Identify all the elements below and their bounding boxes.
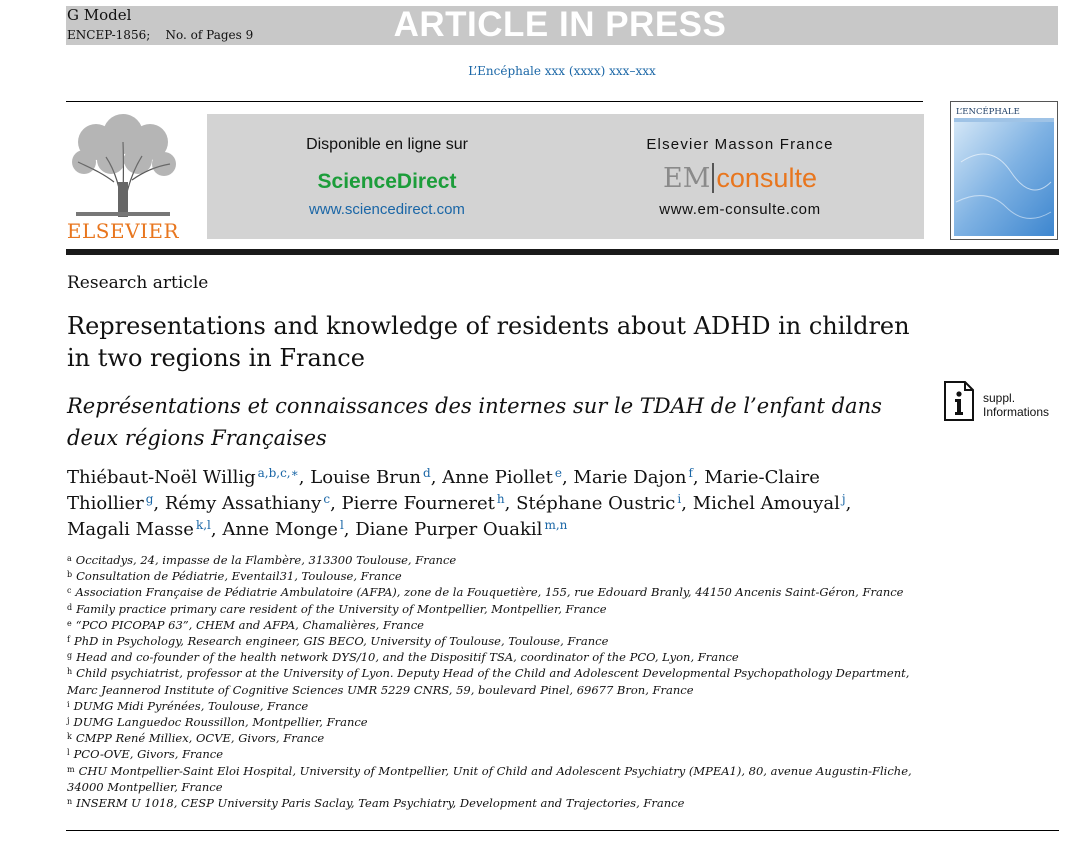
affiliation-item [67, 714, 927, 730]
affiliation-label: g [67, 651, 73, 661]
page-count: No. of Pages 9 [165, 28, 254, 42]
author[interactable] [67, 519, 211, 540]
affiliation-label: j [67, 716, 70, 726]
affiliation-item [67, 552, 927, 568]
author-separator: , [430, 467, 443, 488]
banner-title: ARTICLE IN PRESS [393, 5, 727, 44]
author-affiliation-marks[interactable]: d [423, 466, 431, 480]
affiliation-label: n [67, 797, 73, 807]
affiliation-label: a [67, 554, 72, 563]
author-separator: , [561, 467, 574, 488]
article-type: Research article [67, 273, 209, 293]
affiliation-item [67, 568, 927, 584]
affiliation-text: Head and co-founder of the health network DYS/10, and the Dispositif TSA, coordinator of the PCO, Lyon, France [76, 650, 739, 665]
em-consulte-logo[interactable] [560, 163, 920, 194]
affiliation-label: c [67, 586, 72, 596]
manuscript-info [67, 28, 253, 42]
info-document-icon[interactable] [944, 381, 974, 421]
affiliation-text: INSERM U 1018, CESP University Paris Saclay, Team Psychiatry, Development and Trajectories, France [76, 796, 685, 811]
affiliation-text: PCO-OVE, Givors, France [73, 747, 224, 762]
affiliation-text: Child psychiatrist, professor at the University of Lyon. Deputy Head of the Child and Adolescent Developmental Psychopathology Department, Marc Jeannerod Institute of Cognitive Sciences UMR 5229 CNRS, 59, boulevard Pinel, 69677 Bron, France [67, 666, 910, 697]
affiliation-text: Occitadys, 24, impasse de la Flambère, 313300 Toulouse, France [75, 553, 457, 567]
author-separator: , [153, 493, 165, 514]
author[interactable] [516, 493, 681, 514]
author[interactable] [165, 493, 330, 514]
consulte-logo-part: consulte [716, 163, 817, 193]
affiliation-item [67, 665, 927, 697]
header-thick-rule [66, 249, 1059, 255]
author-affiliation-marks[interactable]: f [688, 466, 693, 480]
author-affiliation-marks[interactable]: l [339, 518, 344, 532]
affiliation-item [67, 601, 927, 617]
author-separator: , [504, 493, 517, 514]
author-name: Magali Masse [67, 519, 194, 540]
affiliation-item [67, 746, 927, 762]
affiliation-item [67, 633, 927, 649]
top-rule [66, 101, 923, 102]
author-name: Stéphane Oustric [516, 493, 676, 514]
author-affiliation-marks[interactable]: h [496, 492, 505, 506]
affiliation-label: k [67, 732, 72, 742]
article-title-french: Représentations et connaissances des internes sur le TDAH de l’enfant dans deux régions Françaises [67, 394, 882, 450]
affiliation-label: l [67, 748, 70, 758]
author-separator: , [343, 519, 356, 540]
author-list [67, 465, 897, 543]
author[interactable] [222, 519, 343, 540]
author-separator: , [330, 493, 342, 514]
affiliation-label: m [67, 764, 75, 774]
author-affiliation-marks[interactable]: m,n [544, 518, 568, 532]
author-affiliation-marks[interactable]: i [677, 492, 682, 506]
author[interactable] [693, 493, 846, 514]
elsevier-masson-label: Elsevier Masson France [646, 136, 834, 153]
affiliation-item [67, 730, 927, 746]
affiliation-label: d [67, 602, 73, 612]
author-name: Anne Piollet [442, 467, 553, 488]
cover-journal-name: L’ENCÉPHALE [956, 107, 1020, 117]
author-separator: , [845, 493, 852, 514]
affiliation-label: b [67, 570, 73, 580]
author-affiliation-marks[interactable]: g [145, 492, 154, 506]
author-name: Marie-Claire Thiollier [67, 467, 820, 514]
elsevier-wordmark: ELSEVIER [66, 219, 180, 243]
article-title-english: Representations and knowledge of residents about ADHD in children in two regions in France [67, 312, 910, 372]
journal-cover-thumbnail[interactable] [950, 101, 1058, 240]
author-name: Marie Dajon [573, 467, 687, 488]
affiliation-item [67, 763, 927, 795]
suppl-line-1: suppl. [983, 391, 1016, 405]
affiliation-text: Family practice primary care resident of the University of Montpellier, Montpellier, France [76, 601, 607, 616]
affiliation-item [67, 649, 927, 665]
author-affiliation-marks[interactable]: c [323, 492, 331, 506]
g-model-label: G Model [67, 6, 132, 24]
author-name: Rémy Assathiany [164, 493, 322, 514]
supplementary-info-link[interactable] [983, 391, 1049, 419]
affiliation-label: e [67, 618, 72, 628]
affiliation-item [67, 617, 927, 633]
author-affiliation-marks[interactable]: j [841, 492, 846, 506]
affiliation-item [67, 584, 927, 600]
em-logo-divider [712, 163, 714, 193]
author[interactable] [310, 467, 430, 488]
author[interactable] [442, 467, 562, 488]
author-name: Anne Monge [222, 519, 338, 540]
affiliation-text: PhD in Psychology, Research engineer, GIS BECO, University of Toulouse, Toulouse, France [73, 634, 609, 649]
author-separator: , [681, 493, 693, 514]
affiliation-text: Association Française de Pédiatrie Ambulatoire (AFPA), zone de la Fouquetière, 155, rue Edouard Branly, 44150 Ancenis Saint-Géron, France [75, 585, 904, 600]
sciencedirect-link[interactable]: www.sciencedirect.com [309, 201, 465, 218]
author-affiliation-marks[interactable]: e [554, 466, 562, 480]
author-separator: , [298, 467, 311, 488]
author-separator: , [210, 519, 223, 540]
author-affiliation-marks[interactable]: a,b,c,∗ [257, 466, 299, 480]
journal-reference: L’Encéphale xxx (xxxx) xxx–xxx [468, 64, 656, 78]
author[interactable] [355, 519, 567, 540]
suppl-line-2: Informations [983, 405, 1050, 419]
author-name: Pierre Fourneret [341, 493, 495, 514]
author-name: Michel Amouyal [692, 493, 840, 514]
em-consulte-link[interactable]: www.em-consulte.com [659, 201, 821, 218]
affiliation-item [67, 698, 927, 714]
affiliation-text: CHU Montpellier-Saint Eloi Hospital, University of Montpellier, Unit of Child and Adolescent Psychiatry (MPEA1), 80, avenue Augustin-Fliche, 34000 Montpellier, France [67, 763, 912, 794]
bottom-rule [66, 830, 1059, 831]
em-logo-part: EM [663, 163, 711, 194]
manuscript-id: ENCEP-1856; [67, 28, 151, 42]
sciencedirect-logo[interactable]: ScienceDirect [317, 170, 457, 193]
affiliation-text: Consultation de Pédiatrie, Eventail31, Toulouse, France [76, 569, 402, 584]
available-online-label: Disponible en ligne sur [306, 136, 468, 153]
affiliation-text: DUMG Languedoc Roussillon, Montpellier, France [73, 715, 368, 730]
affiliation-text: DUMG Midi Pyrénées, Toulouse, France [73, 698, 309, 713]
affiliation-label: h [67, 667, 73, 677]
affiliation-text: CMPP René Milliex, OCVE, Givors, France [75, 731, 325, 746]
author[interactable] [573, 467, 693, 488]
author[interactable] [67, 467, 299, 488]
affiliation-label: i [67, 699, 70, 709]
author-name: Diane Purper Ouakil [355, 519, 543, 540]
affiliation-item [67, 795, 927, 811]
author-name: Louise Brun [310, 467, 422, 488]
author[interactable] [342, 493, 505, 514]
author-name: Thiébaut-Noël Willig [67, 467, 256, 488]
affiliation-label: f [67, 635, 70, 645]
affiliation-list [67, 552, 927, 811]
affiliation-text: “PCO PICOPAP 63”, CHEM and AFPA, Chamalières, France [75, 617, 424, 632]
author-separator: , [692, 467, 705, 488]
author-affiliation-marks[interactable]: k,l [195, 518, 211, 532]
